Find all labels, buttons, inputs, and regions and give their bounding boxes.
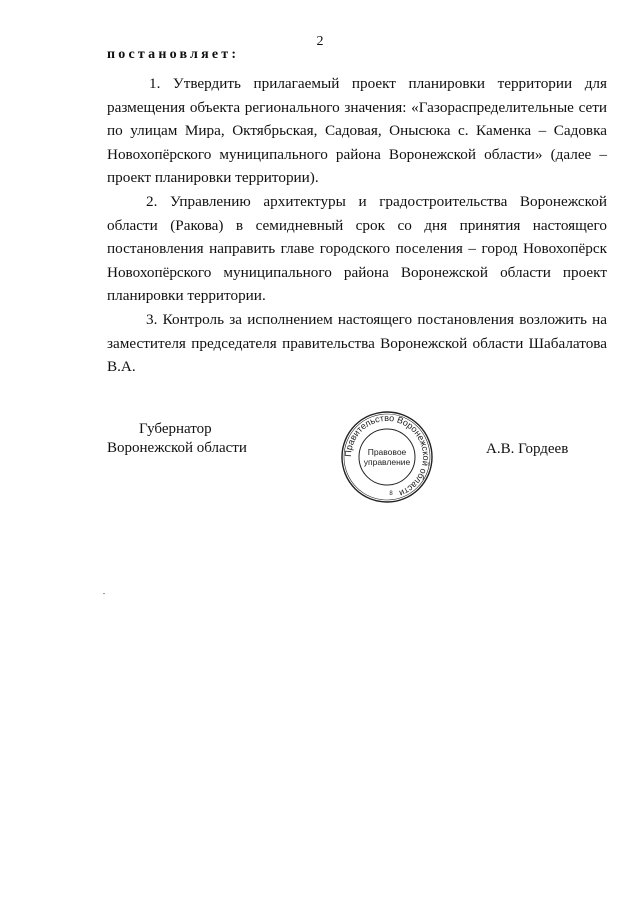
paragraph-1: 1. Утвердить прилагаемый проект планировки территории для размещения объекта регионального значения: «Газораспределительные сети по улицам Мира, Октябрьская, Садовая, Онысюка с. Каменка – Садовка Новохопёрского муниципального района Воронежской области» (далее – проект планировки территории). xyxy=(107,75,607,187)
stamp-inner-line2: управление xyxy=(363,457,411,467)
scan-speck xyxy=(103,593,105,594)
paragraph-2: 2. Управлению архитектуры и градостроительства Воронежской области (Ракова) в семидневный срок со дня принятия настоящего постановления направить главе городского поселения – город Новохопёрск Новохопёрского муниципального района Воронежской области проект планировки территории. xyxy=(107,192,607,305)
paragraph-3: 3. Контроль за исполнением настоящего постановления возложить на заместителя председателя правительства Воронежской области Шабалатова В.А. xyxy=(107,310,607,376)
signatory-region: Воронежской области xyxy=(107,440,247,456)
official-stamp xyxy=(339,409,435,505)
signatory-position xyxy=(107,420,247,458)
stamp-bottom-mark: 8 xyxy=(389,491,393,497)
page-number: 2 xyxy=(316,34,324,49)
stamp-outer-text: Правительство Воронежской области xyxy=(342,412,432,499)
decree-body xyxy=(107,72,607,379)
signatory-title: Губернатор xyxy=(139,421,212,437)
signatory-name: А.В. Гордеев xyxy=(486,441,569,457)
stamp-inner-line1: Правовое xyxy=(367,447,407,457)
decree-heading: постановляет: xyxy=(107,47,240,62)
